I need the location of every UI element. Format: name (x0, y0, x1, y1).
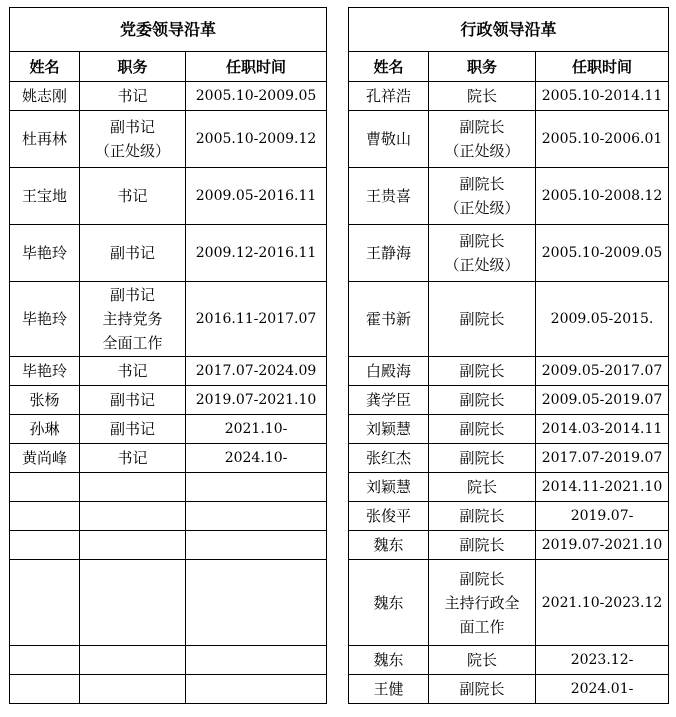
position-line: （正处级） (444, 142, 520, 160)
leader-term: 2021.10-2023.12 (536, 560, 669, 646)
leader-name: 魏东 (349, 646, 429, 675)
leader-position (429, 111, 536, 168)
table-row (349, 386, 669, 415)
leader-position (429, 282, 536, 357)
table-row (349, 560, 669, 646)
position-line: 副院长 (459, 449, 505, 467)
leader-term: 2019.07- (536, 502, 669, 531)
leader-position (429, 415, 536, 444)
table-row (10, 415, 327, 444)
leader-term: 2023.12- (536, 646, 669, 675)
admin-header-position: 职务 (429, 52, 536, 82)
leader-term: 2024.01- (536, 675, 669, 704)
position-line: 院长 (466, 651, 497, 669)
position-line: （正处级） (444, 199, 520, 217)
leader-position (80, 560, 186, 646)
admin-leadership-table (348, 7, 669, 704)
leader-name: 杜再林 (10, 111, 80, 168)
leader-term: 2009.05-2015. (536, 282, 669, 357)
leader-position (80, 531, 186, 560)
leader-name (10, 502, 80, 531)
leader-name: 王宝地 (10, 168, 80, 225)
leader-name: 孙琳 (10, 415, 80, 444)
table-row (10, 473, 327, 502)
position-line: 副书记 (109, 244, 155, 262)
position-line: （正处级） (444, 256, 520, 274)
leader-name: 张红杰 (349, 444, 429, 473)
admin-header-term: 任职时间 (536, 52, 669, 82)
leader-position (80, 646, 186, 675)
position-line: 主持党务 (102, 310, 163, 328)
leader-name: 姚志刚 (10, 82, 80, 111)
position-line: 副院长 (459, 175, 505, 193)
table-row (349, 444, 669, 473)
table-row (10, 560, 327, 646)
leader-position (429, 560, 536, 646)
position-line: 书记 (117, 187, 148, 205)
leader-name (10, 675, 80, 704)
position-line: （正处级） (94, 142, 170, 160)
leader-term: 2009.12-2016.11 (186, 225, 327, 282)
table-row (349, 357, 669, 386)
leader-term: 2009.05-2019.07 (536, 386, 669, 415)
table-row (10, 386, 327, 415)
leader-term: 2009.05-2017.07 (536, 357, 669, 386)
leader-term: 2014.03-2014.11 (536, 415, 669, 444)
position-line: 副院长 (459, 569, 505, 588)
position-line: 面工作 (459, 617, 505, 636)
leader-term: 2019.07-2021.10 (536, 531, 669, 560)
leader-term: 2024.10- (186, 444, 327, 473)
table-row (10, 357, 327, 386)
leader-position (80, 282, 186, 357)
leader-name: 刘颖慧 (349, 415, 429, 444)
leader-position (429, 646, 536, 675)
leader-name: 白殿海 (349, 357, 429, 386)
table-row (10, 111, 327, 168)
leader-term: 2005.10-2009.05 (536, 225, 669, 282)
position-line: 副院长 (459, 310, 505, 328)
leader-name (10, 646, 80, 675)
leader-position (429, 168, 536, 225)
leader-term: 2016.11-2017.07 (186, 282, 327, 357)
leader-term (186, 531, 327, 560)
leader-term: 2005.10-2014.11 (536, 82, 669, 111)
leader-position (80, 675, 186, 704)
table-row (10, 168, 327, 225)
position-line: 副院长 (459, 118, 505, 136)
leader-name: 王贵喜 (349, 168, 429, 225)
position-line: 主持行政全 (444, 593, 520, 612)
leader-name: 张俊平 (349, 502, 429, 531)
table-row (10, 282, 327, 357)
leader-name: 张杨 (10, 386, 80, 415)
position-line: 副书记 (109, 420, 155, 438)
position-line: 副书记 (109, 286, 155, 304)
party-header-name: 姓名 (10, 52, 80, 82)
table-row (10, 444, 327, 473)
position-line: 副院长 (459, 680, 505, 698)
leader-name (10, 473, 80, 502)
position-line: 全面工作 (102, 334, 163, 352)
leader-term (186, 675, 327, 704)
leader-name: 毕艳玲 (10, 282, 80, 357)
admin-table-body (349, 82, 669, 704)
leader-position (80, 444, 186, 473)
party-header-term: 任职时间 (186, 52, 327, 82)
leader-position (80, 502, 186, 531)
position-line: 院长 (466, 87, 497, 105)
table-row (10, 646, 327, 675)
admin-header-name: 姓名 (349, 52, 429, 82)
leader-name: 魏东 (349, 560, 429, 646)
leader-term: 2021.10- (186, 415, 327, 444)
leader-position (429, 225, 536, 282)
leader-name (10, 531, 80, 560)
leader-name: 黄尚峰 (10, 444, 80, 473)
leader-name: 王静海 (349, 225, 429, 282)
leader-term (186, 502, 327, 531)
leader-position (429, 357, 536, 386)
position-line: 副书记 (109, 118, 155, 136)
leader-name: 孔祥浩 (349, 82, 429, 111)
table-row (349, 415, 669, 444)
table-row (349, 111, 669, 168)
position-line: 副院长 (459, 362, 505, 380)
leader-position (429, 386, 536, 415)
leader-term (186, 473, 327, 502)
position-line: 副院长 (459, 507, 505, 525)
table-row (349, 168, 669, 225)
table-row (349, 675, 669, 704)
leader-term: 2005.10-2006.01 (536, 111, 669, 168)
leader-term: 2005.10-2009.12 (186, 111, 327, 168)
leader-term: 2005.10-2008.12 (536, 168, 669, 225)
party-header-position: 职务 (80, 52, 186, 82)
leader-term: 2019.07-2021.10 (186, 386, 327, 415)
table-row (349, 473, 669, 502)
leader-name: 龚学臣 (349, 386, 429, 415)
table-row (349, 531, 669, 560)
leader-position (429, 502, 536, 531)
leader-term: 2017.07-2024.09 (186, 357, 327, 386)
leader-position (80, 82, 186, 111)
table-row (10, 225, 327, 282)
leader-name (10, 560, 80, 646)
table-row (349, 282, 669, 357)
table-row (10, 82, 327, 111)
leader-name: 曹敬山 (349, 111, 429, 168)
position-line: 副院长 (459, 232, 505, 250)
leader-name: 毕艳玲 (10, 357, 80, 386)
party-table-title: 党委领导沿革 (10, 8, 327, 52)
leader-position (80, 225, 186, 282)
table-row (10, 502, 327, 531)
leader-position (80, 168, 186, 225)
table-row (349, 646, 669, 675)
party-leadership-table (9, 7, 327, 704)
table-row (349, 82, 669, 111)
leader-position (80, 415, 186, 444)
party-table-body (10, 82, 327, 704)
position-line: 副院长 (459, 420, 505, 438)
position-line: 副院长 (459, 536, 505, 554)
leader-name: 王健 (349, 675, 429, 704)
leader-term: 2005.10-2009.05 (186, 82, 327, 111)
table-row (349, 225, 669, 282)
leader-name: 毕艳玲 (10, 225, 80, 282)
leader-position (429, 531, 536, 560)
leader-position (80, 357, 186, 386)
position-line: 副院长 (459, 391, 505, 409)
leader-name: 刘颖慧 (349, 473, 429, 502)
leader-position (429, 82, 536, 111)
leader-position (429, 473, 536, 502)
leader-term: 2017.07-2019.07 (536, 444, 669, 473)
leader-position (80, 473, 186, 502)
leader-name: 霍书新 (349, 282, 429, 357)
position-line: 书记 (117, 449, 148, 467)
admin-table-title: 行政领导沿革 (349, 8, 669, 52)
table-row (349, 502, 669, 531)
leader-term (186, 560, 327, 646)
leader-name: 魏东 (349, 531, 429, 560)
leader-position (429, 444, 536, 473)
leader-term: 2009.05-2016.11 (186, 168, 327, 225)
leader-position (80, 111, 186, 168)
position-line: 院长 (466, 478, 497, 496)
position-line: 书记 (117, 362, 148, 380)
table-row (10, 531, 327, 560)
leader-position (429, 675, 536, 704)
leader-position (80, 386, 186, 415)
position-line: 书记 (117, 87, 148, 105)
leader-term: 2014.11-2021.10 (536, 473, 669, 502)
position-line: 副书记 (109, 391, 155, 409)
table-row (10, 675, 327, 704)
leader-term (186, 646, 327, 675)
